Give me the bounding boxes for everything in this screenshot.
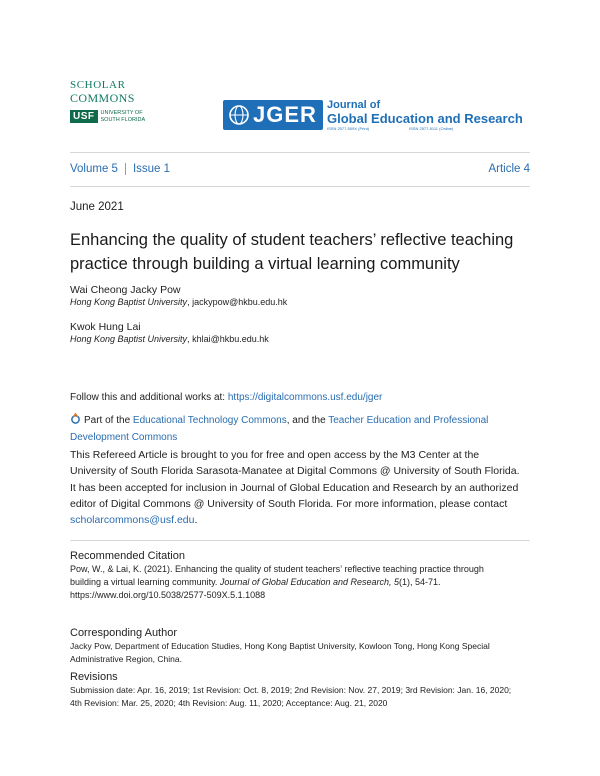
author-affiliation bbox=[70, 297, 287, 307]
teacher-education-commons-link[interactable]: Teacher Education and Professional bbox=[328, 415, 489, 426]
author-email: , jackypow@hkbu.edu.hk bbox=[187, 297, 288, 307]
access-end: . bbox=[194, 514, 198, 527]
contact-email-link[interactable]: scholarcommons@usf.edu bbox=[70, 514, 195, 527]
usf-mark bbox=[70, 110, 152, 123]
access-line2: University of South Florida Sarasota-Manatee at Digital Commons @ University of South Florida. bbox=[70, 465, 520, 478]
revisions-line2: 4th Revision: Mar. 25, 2020; 4th Revision: Aug. 11, 2020; Acceptance: Aug. 21, 2020 bbox=[70, 698, 388, 708]
access-line4: editor of Digital Commons @ University of South Florida. For more information, please contact bbox=[70, 497, 508, 510]
revisions-heading: Revisions bbox=[70, 671, 118, 683]
jger-title-line1: Journal of bbox=[327, 98, 381, 111]
access-line5 bbox=[70, 512, 540, 528]
citation-line2-prefix: building a virtual learning community. bbox=[70, 577, 220, 587]
revisions-line1: Submission date: Apr. 16, 2019; 1st Revision: Oct. 8, 2019; 2nd Revision: Nov. 27, 2019; 3rd Revision: Jan. 16, 2020; bbox=[70, 685, 512, 695]
part-of-block bbox=[70, 412, 540, 446]
jger-title bbox=[327, 100, 523, 131]
article-link[interactable]: Article 4 bbox=[488, 163, 530, 175]
usf-sub-line2: SOUTH FLORIDA bbox=[100, 116, 146, 123]
corresponding-heading: Corresponding Author bbox=[70, 627, 178, 639]
corresponding-line1: Jacky Pow, Department of Education Studies, Hong Kong Baptist University, Kowloon Tong, Hong Kong Special bbox=[70, 641, 490, 651]
scholar-word: SCHOLAR bbox=[70, 79, 126, 91]
jger-letters: JGER bbox=[253, 102, 317, 127]
issn-print: ISSN 2577-509X (Print) bbox=[327, 125, 370, 131]
corresponding-text bbox=[70, 640, 535, 666]
teacher-education-commons-link-cont[interactable]: Development Commons bbox=[70, 432, 178, 443]
top-divider bbox=[70, 152, 530, 153]
author-name: Kwok Hung Lai bbox=[70, 321, 141, 333]
jger-title-line2: Global Education and Research bbox=[327, 110, 523, 126]
author-email: , khlai@hkbu.edu.hk bbox=[187, 334, 269, 344]
issue-link[interactable]: Issue 1 bbox=[132, 163, 171, 175]
citation-doi: https://www.doi.org/10.5038/2577-509X.5.1.1088 bbox=[70, 590, 266, 600]
citation-line2-suffix: (1), 54-71. bbox=[399, 577, 441, 587]
volume-link[interactable]: Volume 5 bbox=[70, 163, 118, 175]
affiliation-text: Hong Kong Baptist University bbox=[70, 334, 188, 344]
jger-logo bbox=[223, 100, 523, 130]
open-access-icon bbox=[70, 413, 81, 424]
scholar-commons-logo bbox=[70, 80, 152, 136]
article-title bbox=[70, 228, 540, 276]
access-paragraph bbox=[70, 447, 540, 528]
citation-heading: Recommended Citation bbox=[70, 550, 185, 562]
globe-icon bbox=[229, 105, 249, 125]
title-line1: Enhancing the quality of student teachers’ reflective teaching bbox=[70, 231, 514, 249]
usf-box: USF bbox=[70, 110, 98, 123]
header-divider bbox=[70, 186, 530, 187]
journal-url-link[interactable]: https://digitalcommons.usf.edu/jger bbox=[227, 392, 383, 403]
citation-journal: Journal of Global Education and Research, 5 bbox=[219, 577, 400, 587]
access-line3: It has been accepted for inclusion in Journal of Global Education and Research by an authorized bbox=[70, 481, 519, 494]
issn-online: ISSN 2577-5111 (Online) bbox=[409, 125, 454, 131]
usf-subtitle bbox=[101, 110, 146, 122]
part-of-prefix: Part of the bbox=[84, 415, 133, 426]
follow-prefix: Follow this and additional works at: bbox=[70, 392, 228, 403]
citation-text bbox=[70, 563, 535, 602]
volume-issue-separator bbox=[125, 163, 126, 175]
follow-line bbox=[70, 392, 382, 403]
usf-sub-line1: UNIVERSITY OF bbox=[100, 110, 143, 117]
title-line2: practice through building a virtual learning community bbox=[70, 255, 460, 273]
jger-issn bbox=[327, 127, 523, 131]
jger-badge bbox=[223, 100, 323, 130]
publication-date: June 2021 bbox=[70, 201, 124, 213]
author-name: Wai Cheong Jacky Pow bbox=[70, 284, 181, 296]
access-line1: This Refereed Article is brought to you for free and open access by the M3 Center at the bbox=[70, 449, 480, 461]
citation-line1: Pow, W., & Lai, K. (2021). Enhancing the quality of student teachers’ reflective teaching practice through bbox=[70, 564, 484, 574]
revisions-text bbox=[70, 684, 535, 710]
corresponding-line2: Administrative Region, China. bbox=[70, 654, 182, 664]
affiliation-text: Hong Kong Baptist University bbox=[70, 297, 188, 307]
commons-word: COMMONS bbox=[70, 91, 135, 105]
educational-technology-commons-link[interactable]: Educational Technology Commons bbox=[132, 415, 287, 426]
citation-divider bbox=[70, 540, 530, 541]
author-affiliation bbox=[70, 334, 269, 344]
part-of-mid: , and the bbox=[286, 415, 329, 426]
citation-line2 bbox=[70, 576, 535, 589]
volume-issue-row bbox=[70, 163, 530, 175]
